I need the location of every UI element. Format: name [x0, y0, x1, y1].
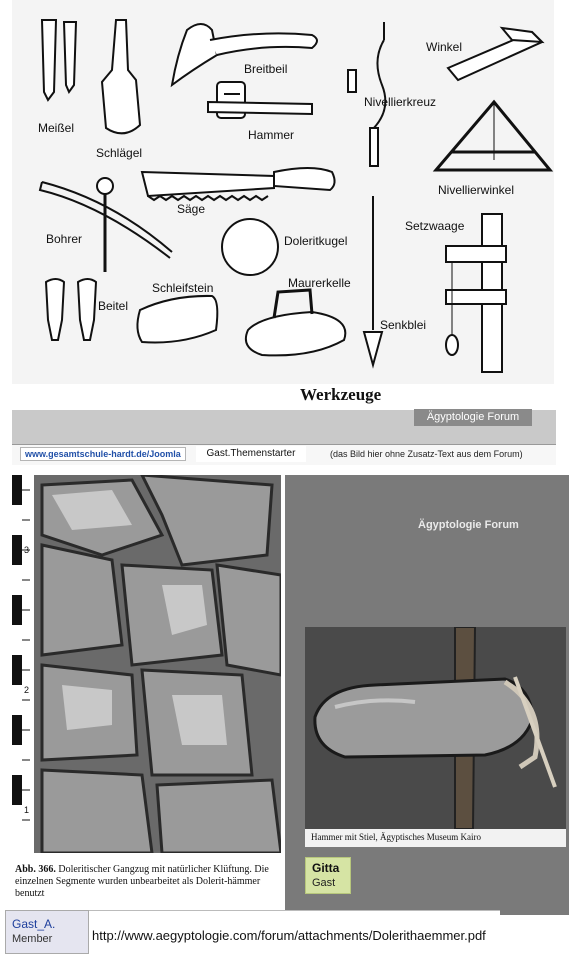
tools-illustration [12, 0, 554, 384]
forum-badge-right: Ägyptologie Forum [418, 519, 519, 531]
setting-level-icon [446, 214, 506, 372]
label-setzwaage: Setzwaage [405, 219, 465, 233]
label-maurerkelle: Maurerkelle [288, 276, 351, 290]
tools-title: Werkzeuge [300, 385, 382, 404]
plumb-bob-icon [364, 196, 382, 365]
label-nivellierwinkel: Nivellierwinkel [438, 183, 515, 197]
dolerite-ball-icon [222, 219, 278, 275]
user-tag-top: Gast.Themenstarter [196, 446, 306, 462]
ruler-mark: 1 [24, 805, 30, 815]
rock-drawing [12, 475, 281, 853]
label-breitbeil: Breitbeil [244, 62, 288, 76]
note-text: (das Bild hier ohne Zusatz-Text aus dem Forum) [330, 449, 523, 459]
ruler-mark: 3 [24, 545, 30, 555]
forum-badge-top: Ägyptologie Forum [414, 409, 532, 426]
hammer-photo [305, 627, 566, 829]
hammer-caption: Hammer mit Stiel, Ägyptisches Museum Kairo [311, 832, 481, 842]
saw-icon [142, 168, 335, 200]
label-beitel: Beitel [98, 299, 129, 313]
label-meissel: Meißel [38, 121, 75, 135]
member-role: Member [12, 933, 53, 945]
label-schleifstein: Schleifstein [152, 281, 214, 295]
label-nivellierkreuz: Nivellierkreuz [364, 95, 437, 109]
rock-caption-number: Abb. 366. [15, 864, 56, 875]
label-schlaegel: Schlägel [96, 146, 143, 160]
label-saege: Säge [177, 202, 206, 216]
ruler-icon [12, 475, 34, 853]
mallet-icon [102, 20, 140, 133]
carving-chisel-icon [46, 279, 96, 340]
member-name[interactable]: Gast_A. [12, 917, 56, 931]
pdf-link[interactable]: http://www.aegyptologie.com/forum/attachments/Dolerithaemmer.pdf [92, 928, 486, 943]
rock-caption [15, 864, 285, 900]
level-triangle-icon [436, 102, 550, 170]
hammer-drawing [305, 627, 566, 829]
trowel-icon [246, 290, 345, 355]
rock-photo [12, 475, 281, 853]
whetstone-icon [137, 296, 217, 343]
label-winkel: Winkel [426, 40, 463, 54]
user-name-gitta[interactable]: Gitta [312, 861, 340, 875]
level-cross-icon [348, 22, 385, 166]
hammer-icon [208, 82, 312, 118]
rock-caption-text: Doleritischer Gangzug mit natürlicher Klüftung. Die einzelnen Segmente wurden unbearbeitet als Dolerit-hämmer benutzt [15, 864, 269, 899]
square-tool-icon [448, 28, 542, 80]
label-senkblei: Senkblei [380, 318, 427, 332]
label-bohrer: Bohrer [46, 232, 83, 246]
user-role-gitta: Gast [312, 877, 336, 889]
ruler-mark: 2 [24, 685, 30, 695]
site-link[interactable]: www.gesamtschule-hardt.de/Joomla [20, 447, 186, 461]
chisel-icon [42, 20, 76, 100]
label-doleritkugel: Doleritkugel [284, 234, 348, 248]
label-hammer: Hammer [248, 128, 295, 142]
